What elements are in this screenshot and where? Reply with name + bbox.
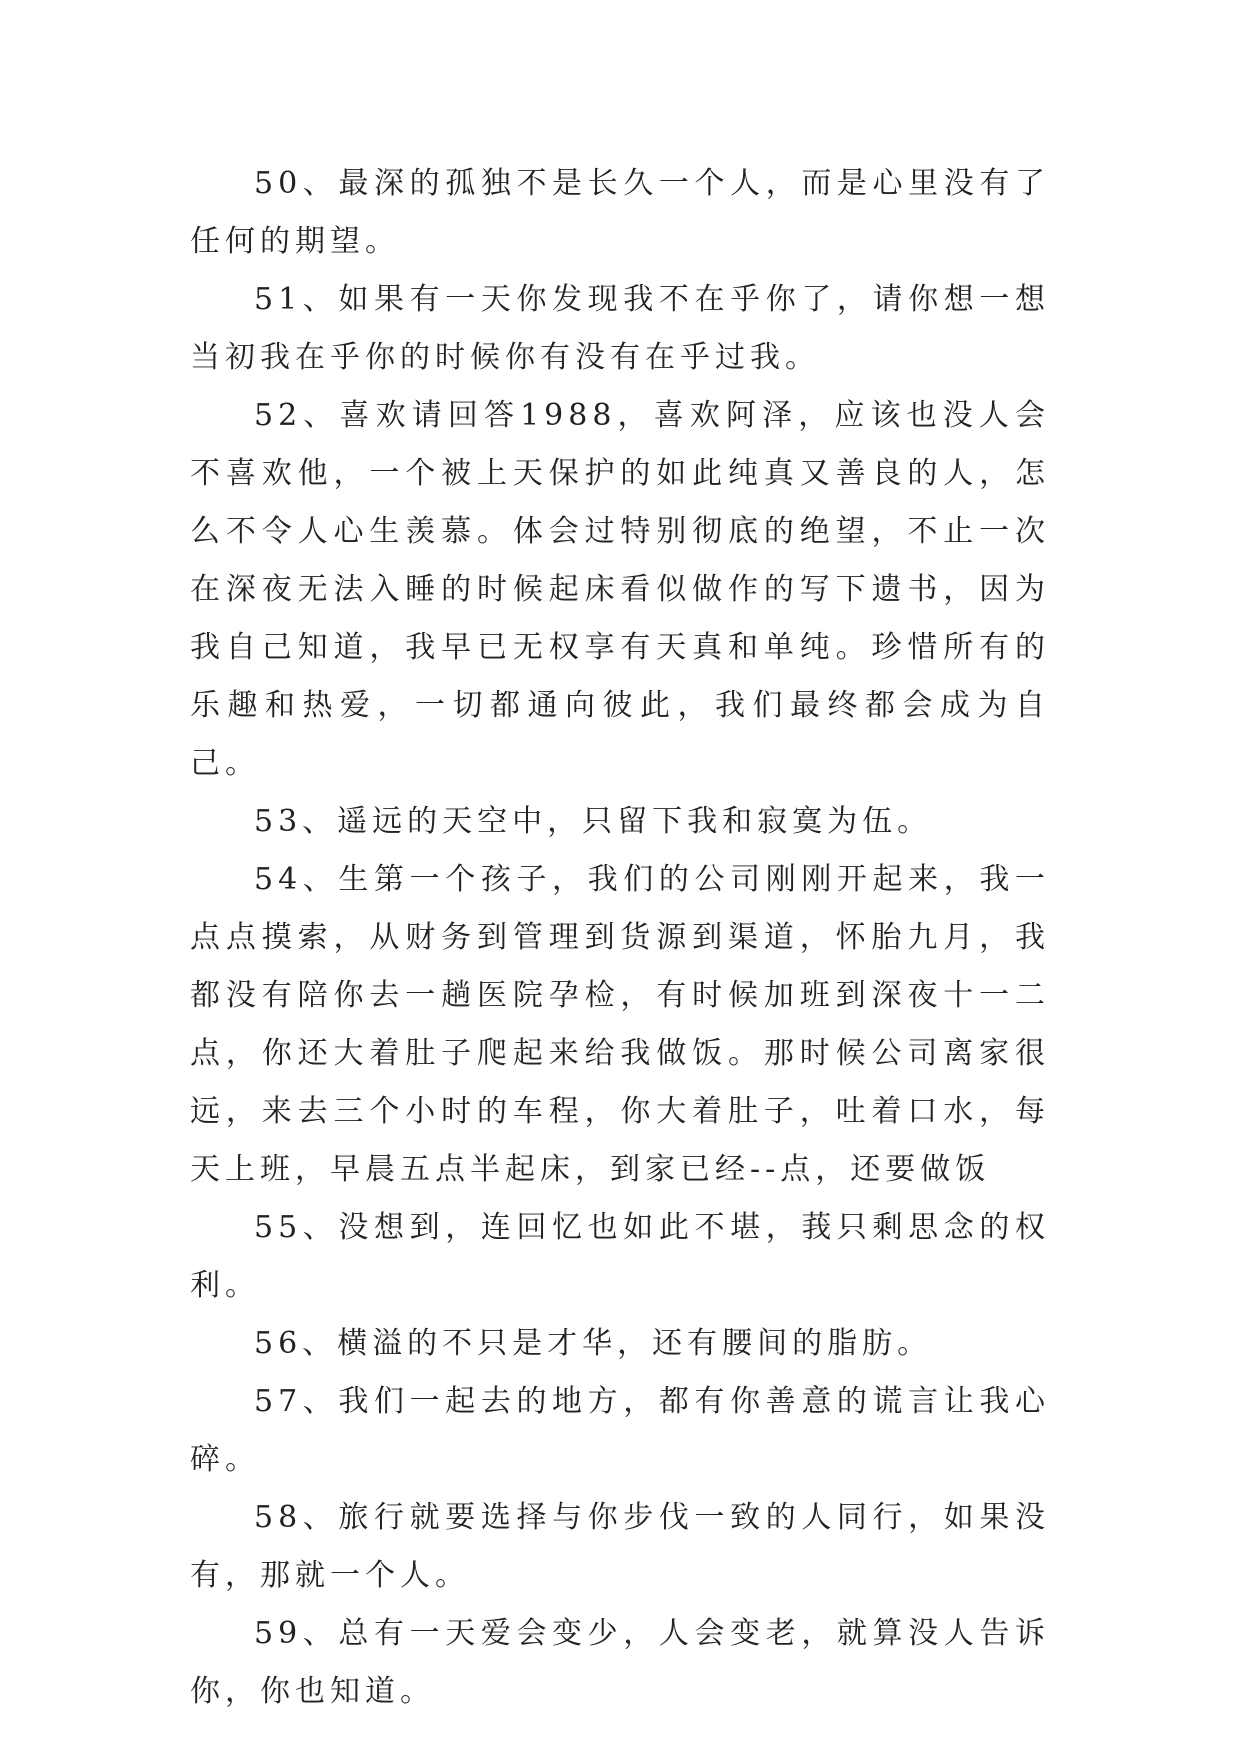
paragraph-52: 52、喜欢请回答1988，喜欢阿泽，应该也没人会不喜欢他，一个被上天保护的如此纯真又善良的人，怎么不令人心生羡慕。体会过特别彻底的绝望，不止一次在深夜无法入睡的时候起床看似做作的写下遗书，因为我自己知道，我早已无权享有天真和单纯。珍惜所有的乐趣和热爱，一切都通向彼此，我们最终都会成为自己。 <box>190 398 1050 781</box>
paragraph-59: 59、总有一天爱会变少，人会变老，就算没人告诉你，你也知道。 <box>190 1616 1050 1709</box>
paragraph-56: 56、横溢的不只是才华，还有腰间的脂肪。 <box>254 1326 933 1361</box>
paragraph-50: 50、最深的孤独不是长久一个人，而是心里没有了任何的期望。 <box>190 166 1050 259</box>
paragraph-55: 55、没想到，连回忆也如此不堪，莪只剩思念的权利。 <box>190 1210 1050 1303</box>
document-body <box>190 155 1050 1721</box>
paragraph-58: 58、旅行就要选择与你步伐一致的人同行，如果没有，那就一个人。 <box>190 1500 1050 1593</box>
paragraph-53: 53、遥远的天空中，只留下我和寂寞为伍。 <box>254 804 933 839</box>
paragraph-54: 54、生第一个孩子，我们的公司刚刚开起来，我一点点摸索，从财务到管理到货源到渠道，怀胎九月，我都没有陪你去一趟医院孕检，有时候加班到深夜十一二点，你还大着肚子爬起来给我做饭。那时候公司离家很远，来去三个小时的车程，你大着肚子，吐着口水，每天上班，早晨五点半起床，到家已经--点，还要做饭 <box>190 862 1050 1187</box>
paragraph-57: 57、我们一起去的地方，都有你善意的谎言让我心碎。 <box>190 1384 1050 1477</box>
paragraph-51: 51、如果有一天你发现我不在乎你了，请你想一想当初我在乎你的时候你有没有在乎过我。 <box>190 282 1050 375</box>
